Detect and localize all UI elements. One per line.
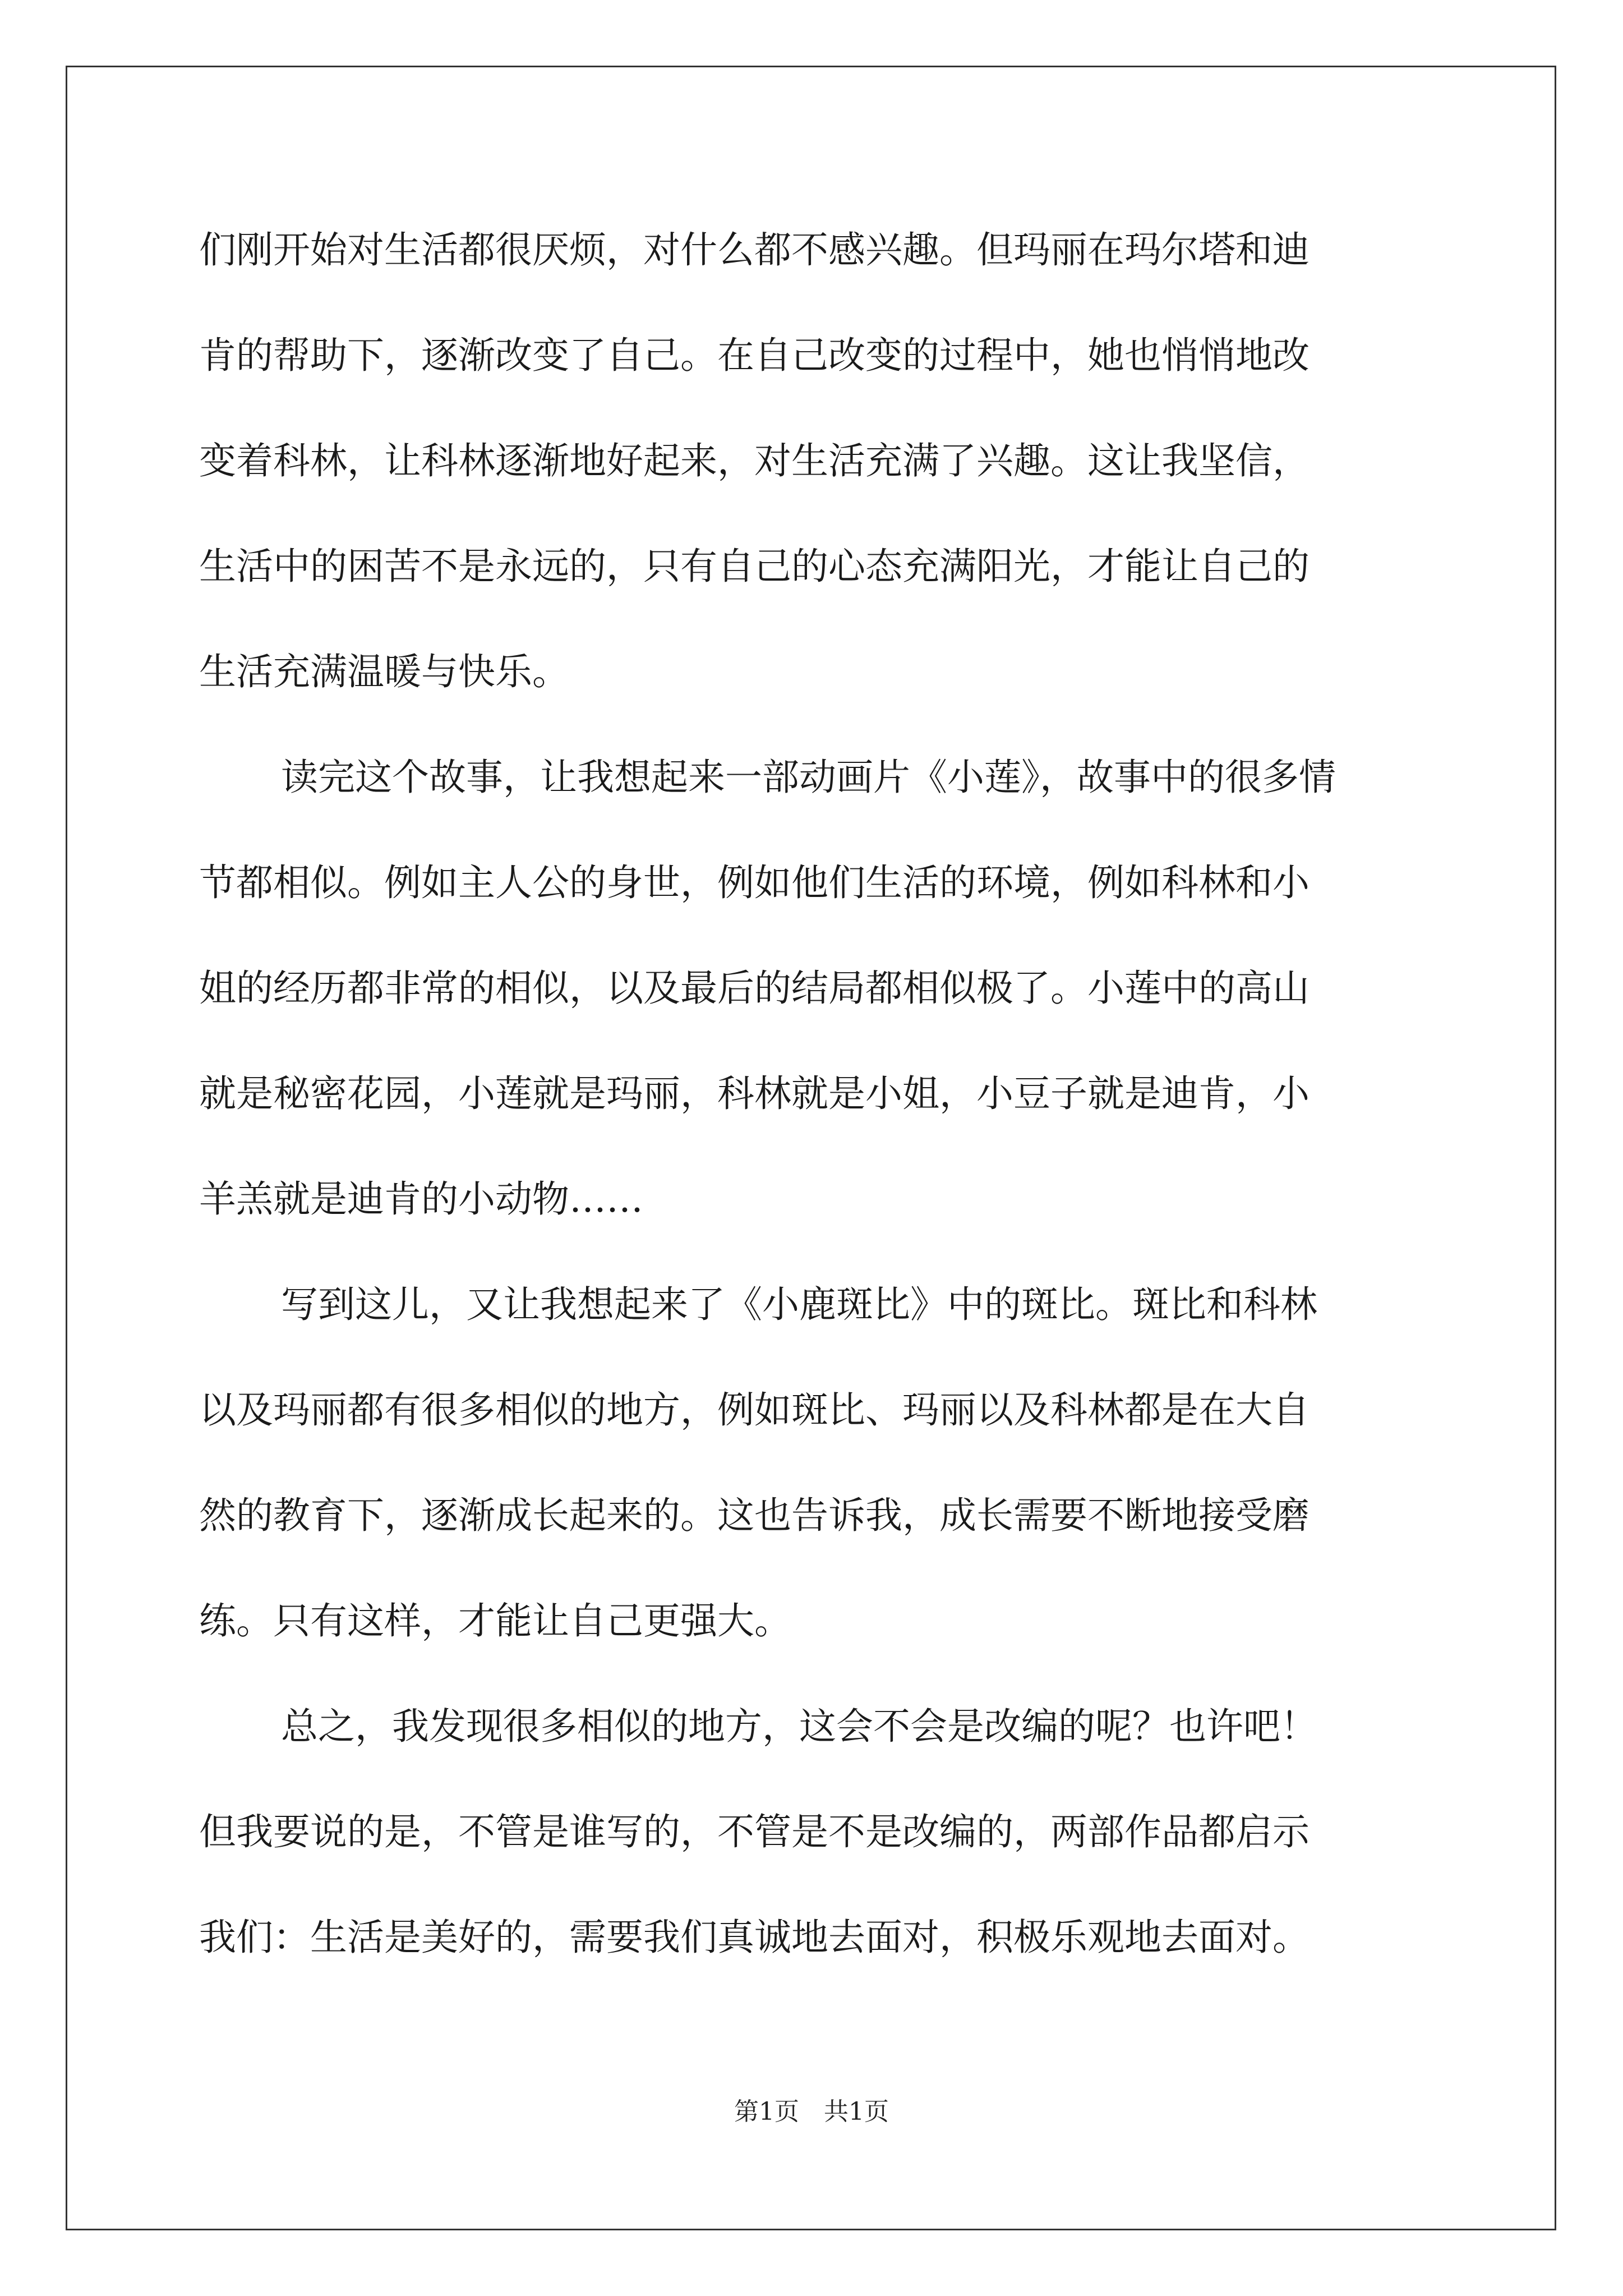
paragraph-3 xyxy=(199,1252,1427,1674)
text-line: 总之，我发现很多相似的地方，这会不会是改编的呢？也许吧！ xyxy=(281,1705,1317,1748)
paragraph-2 xyxy=(199,725,1427,1252)
text-line: 变着科林，让科林逐渐地好起来，对生活充满了兴趣。这让我坚信， xyxy=(199,439,1310,482)
document-body xyxy=(199,197,1427,1990)
page-number-footer: 第1页 共1页 xyxy=(734,2097,889,2126)
text-line: 然的教育下，逐渐成长起来的。这也告诉我，成长需要不断地接受磨 xyxy=(199,1494,1310,1537)
text-line: 姐的经历都非常的相似，以及最后的结局都相似极了。小莲中的高山 xyxy=(199,967,1310,1010)
text-line: 节都相似。例如主人公的身世，例如他们生活的环境，例如科林和小 xyxy=(199,861,1310,904)
text-line: 羊羔就是迪肯的小动物…… xyxy=(199,1177,643,1221)
text-line: 肯的帮助下，逐渐改变了自己。在自己改变的过程中，她也悄悄地改 xyxy=(199,334,1310,377)
paragraph-1 xyxy=(199,197,1427,725)
text-line: 但我要说的是，不管是谁写的，不管是不是改编的，两部作品都启示 xyxy=(199,1810,1310,1853)
text-line: 就是秘密花园，小莲就是玛丽，科林就是小姐，小豆子就是迪肯，小 xyxy=(199,1072,1310,1115)
text-line: 写到这儿，又让我想起来了《小鹿斑比》中的斑比。斑比和科林 xyxy=(281,1283,1317,1326)
text-line: 们刚开始对生活都很厌烦，对什么都不感兴趣。但玛丽在玛尔塔和迪 xyxy=(199,228,1310,272)
text-line: 我们：生活是美好的，需要我们真诚地去面对，积极乐观地去面对。 xyxy=(199,1916,1310,1959)
paragraph-4 xyxy=(199,1674,1427,1990)
text-line: 生活中的困苦不是永远的，只有自己的心态充满阳光，才能让自己的 xyxy=(199,545,1310,588)
text-line: 读完这个故事，让我想起来一部动画片《小莲》，故事中的很多情 xyxy=(281,756,1336,799)
text-line: 生活充满温暖与快乐。 xyxy=(199,650,569,693)
text-line: 以及玛丽都有很多相似的地方，例如斑比、玛丽以及科林都是在大自 xyxy=(199,1388,1310,1432)
text-line: 练。只有这样，才能让自己更强大。 xyxy=(199,1599,791,1642)
